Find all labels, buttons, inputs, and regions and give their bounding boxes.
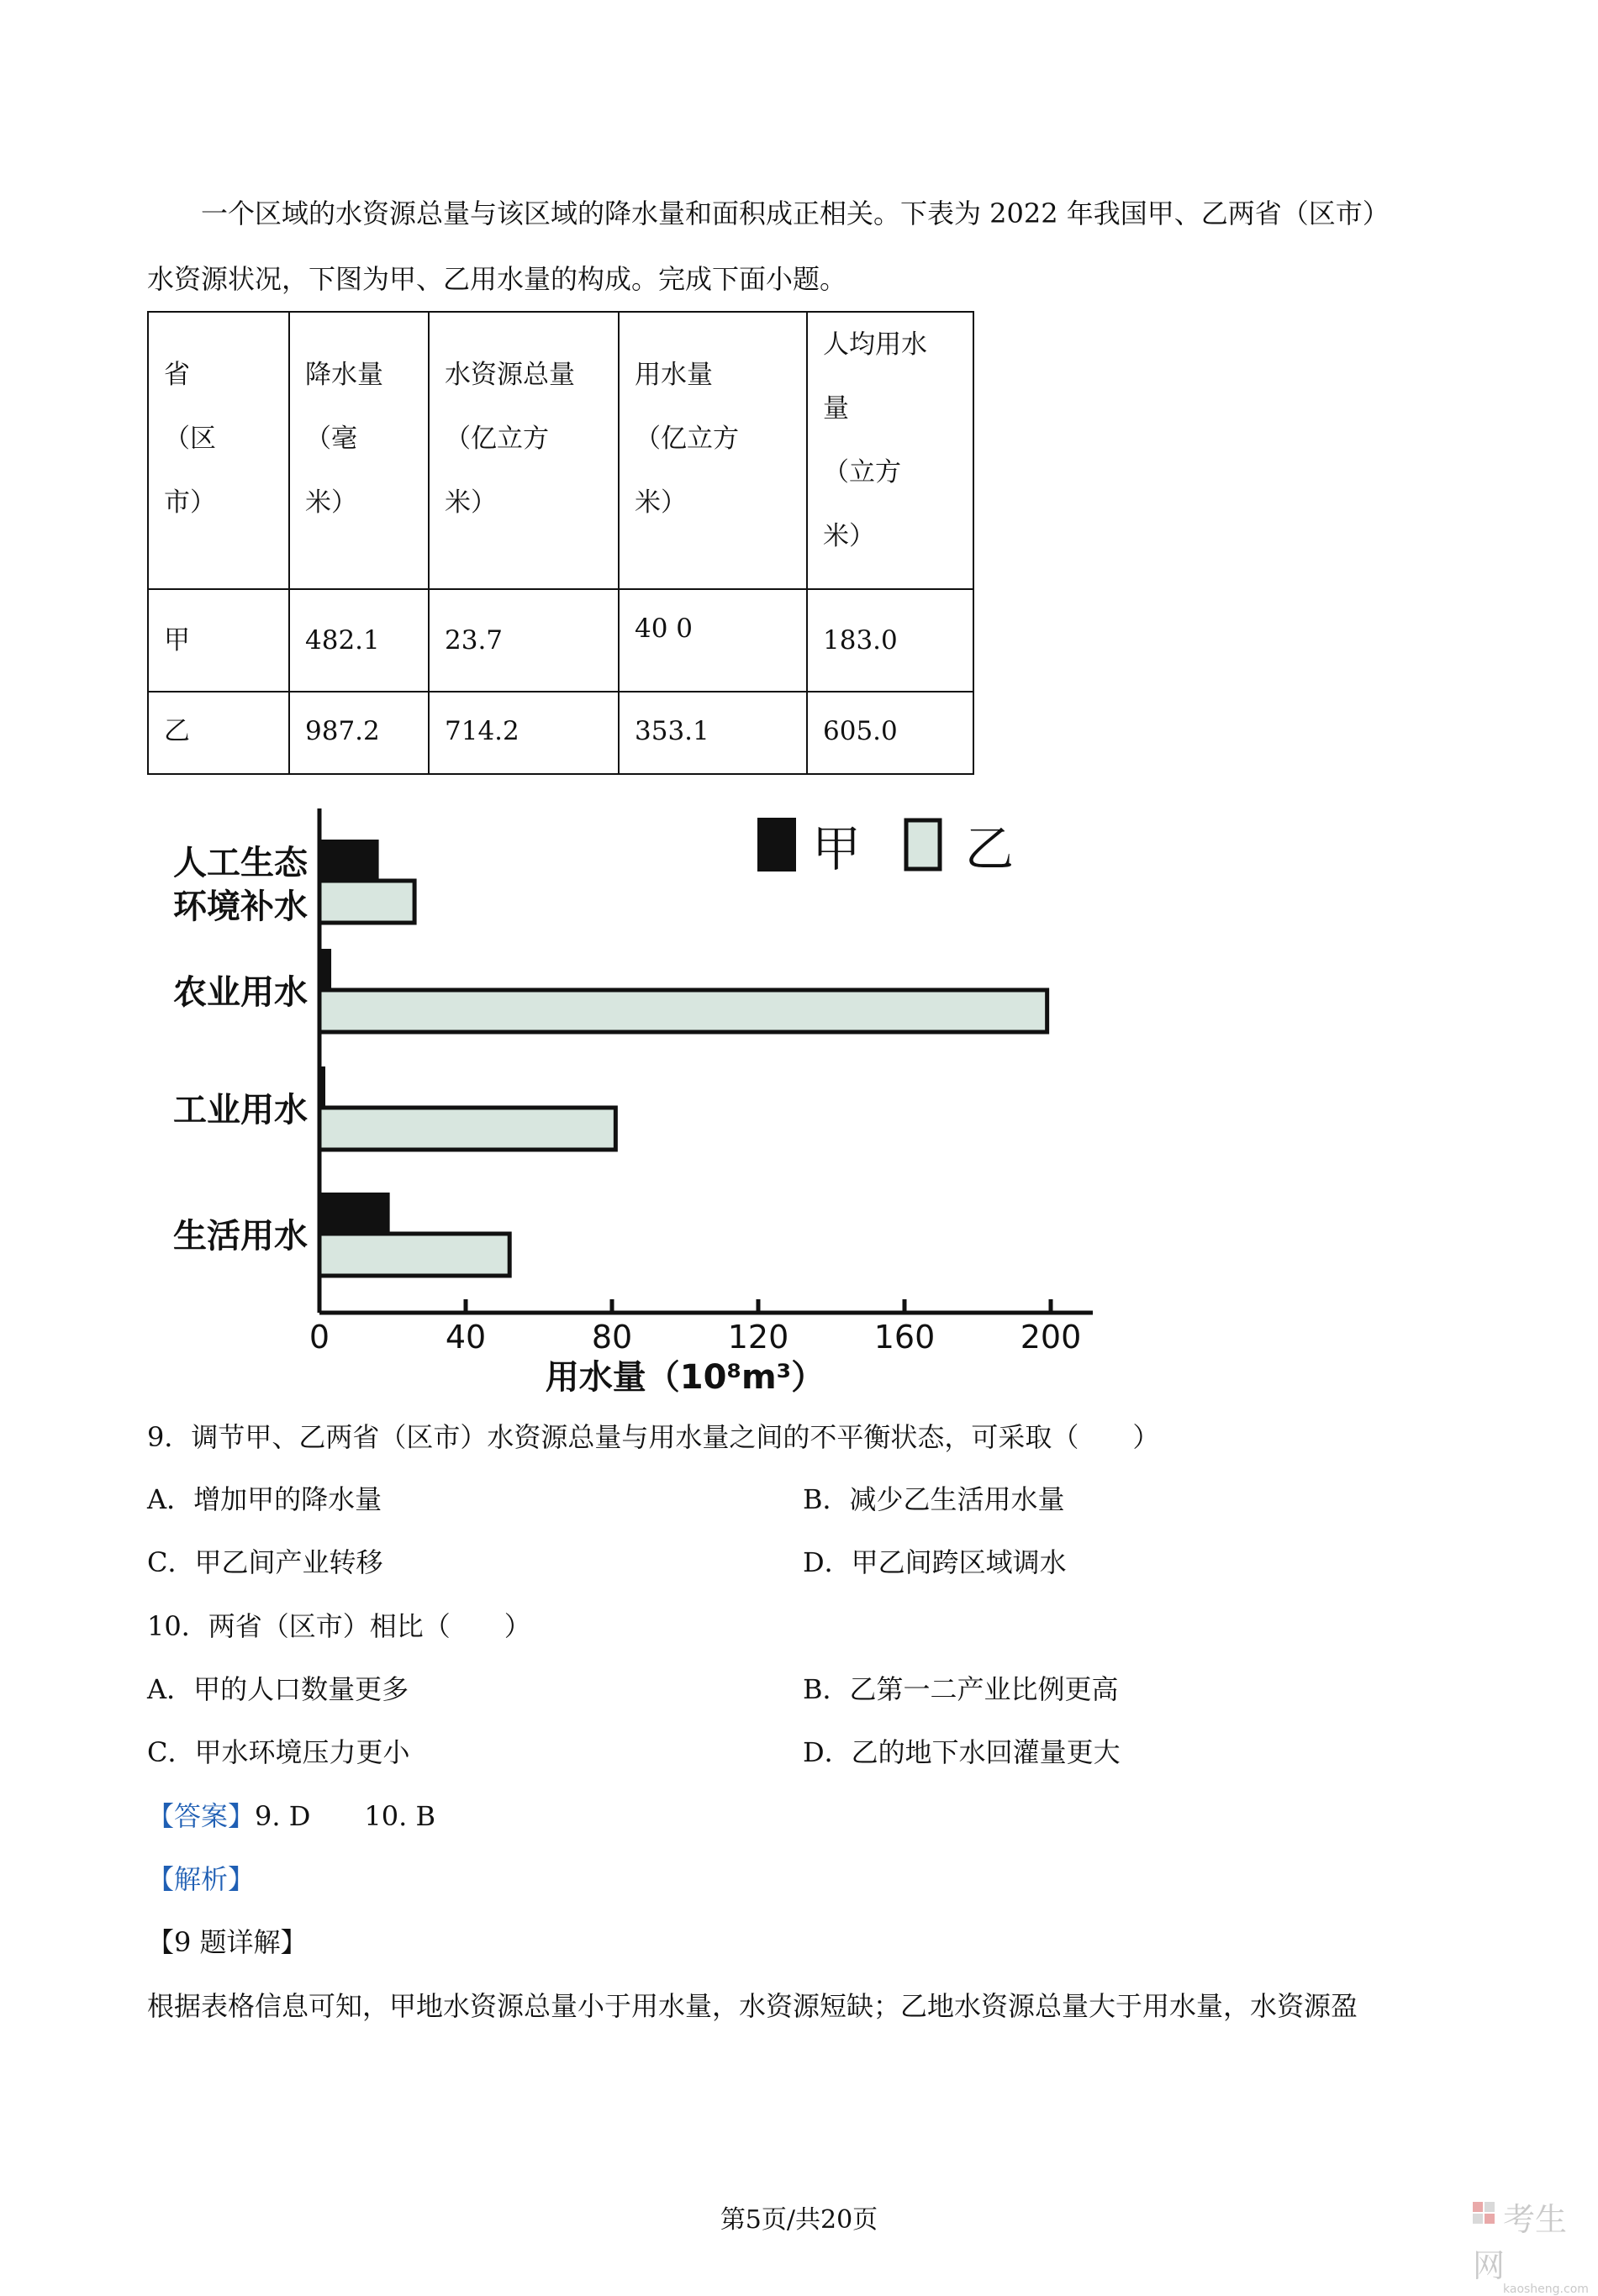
- bar-yi: [319, 1234, 509, 1276]
- table-cell: 482.1: [289, 589, 429, 692]
- header-precipitation: 降水量 （毫 米）: [289, 312, 429, 589]
- table-cell: 987.2: [289, 692, 429, 774]
- watermark-logo-icon: [1473, 2200, 1498, 2234]
- bar-jia: [319, 1067, 324, 1109]
- category-label: 工业用水: [173, 1091, 308, 1130]
- legend-swatch-yi: [906, 820, 940, 869]
- header-water-use: 用水量 （亿立方 米）: [619, 312, 807, 589]
- table-row: [148, 692, 973, 774]
- x-tick-label: 80: [591, 1319, 633, 1356]
- table-cell: 40 0: [619, 589, 807, 692]
- header-province: 省 （区 市）: [148, 312, 289, 589]
- table-cell: 23.7: [429, 589, 619, 692]
- q10-option-c[interactable]: C．甲水环境压力更小: [147, 1736, 410, 1768]
- header-total-water: 水资源总量 （亿立方 米）: [429, 312, 619, 589]
- table-row: [148, 589, 973, 692]
- q9-option-b[interactable]: B．减少乙生活用水量: [803, 1483, 1065, 1515]
- table-cell: 183.0: [807, 589, 973, 692]
- bar-jia: [319, 1193, 389, 1235]
- table-header-row: [148, 312, 973, 589]
- q9-option-d[interactable]: D．甲乙间跨区域调水: [803, 1546, 1067, 1578]
- table-cell: 乙: [148, 692, 289, 774]
- table-cell: 605.0: [807, 692, 973, 774]
- table-cell: 甲: [148, 589, 289, 692]
- bar-yi: [319, 1108, 615, 1150]
- intro-line-2: 水资源状况，下图为甲、乙用水量的构成。完成下面小题。: [147, 263, 847, 295]
- page-footer: 第5页/共20页: [720, 2205, 878, 2235]
- category-label: 生活用水: [173, 1217, 308, 1256]
- analysis-text: 根据表格信息可知，甲地水资源总量小于用水量，水资源短缺；乙地水资源总量大于用水量，水资源盈: [147, 1990, 1358, 2022]
- question-9-stem: 9．调节甲、乙两省（区市）水资源总量与用水量之间的不平衡状态，可采取（ ）: [147, 1421, 1160, 1453]
- category-label: 人工生态: [173, 844, 308, 882]
- analysis-sub-label: 【9 题详解】: [147, 1926, 308, 1958]
- question-10-stem: 10．两省（区市）相比（ ）: [147, 1610, 531, 1642]
- table-cell: 353.1: [619, 692, 807, 774]
- x-tick-label: 120: [727, 1319, 789, 1356]
- answer-label: 【答案】: [147, 1800, 256, 1832]
- intro-line-1: 一个区域的水资源总量与该区域的降水量和面积成正相关。下表为 2022 年我国甲、乙两省（区市）: [201, 197, 1390, 229]
- x-axis-title: 用水量（10⁸m³）: [545, 1358, 825, 1397]
- category-label: 环境补水: [173, 887, 308, 926]
- bar-yi: [319, 881, 414, 923]
- water-use-bar-chart: [0, 790, 1598, 1403]
- q9-option-a[interactable]: A．增加甲的降水量: [147, 1483, 382, 1515]
- bar-jia: [319, 840, 378, 882]
- x-tick-label: 40: [445, 1319, 487, 1356]
- legend-label-jia: 甲: [812, 820, 862, 877]
- table-cell: 714.2: [429, 692, 619, 774]
- watermark-domain: kaosheng.com: [1503, 2283, 1589, 2296]
- watermark: [1473, 2193, 1598, 2296]
- legend-label-yi: 乙: [965, 820, 1015, 877]
- x-tick-label: 200: [1020, 1319, 1082, 1356]
- analysis-label: 【解析】: [147, 1863, 256, 1895]
- q10-option-d[interactable]: D．乙的地下水回灌量更大: [803, 1736, 1121, 1768]
- bar-yi: [319, 990, 1047, 1032]
- legend-swatch-jia: [758, 819, 795, 871]
- q10-option-a[interactable]: A．甲的人口数量更多: [147, 1673, 409, 1705]
- watermark-brand: 考生网: [1473, 2201, 1568, 2284]
- category-label: 农业用水: [173, 973, 308, 1012]
- bar-jia: [319, 950, 330, 992]
- answer-line: [147, 1798, 435, 1835]
- q10-option-b[interactable]: B．乙第一二产业比例更高: [803, 1673, 1119, 1705]
- q9-option-c[interactable]: C．甲乙间产业转移: [147, 1546, 383, 1578]
- x-tick-label: 160: [873, 1319, 936, 1356]
- water-resource-table: [147, 311, 974, 775]
- x-tick-label: 0: [309, 1319, 330, 1356]
- header-per-capita: 人均用水 量 （立方 米）: [807, 312, 973, 589]
- answer-text: 9. D 10. B: [255, 1800, 435, 1832]
